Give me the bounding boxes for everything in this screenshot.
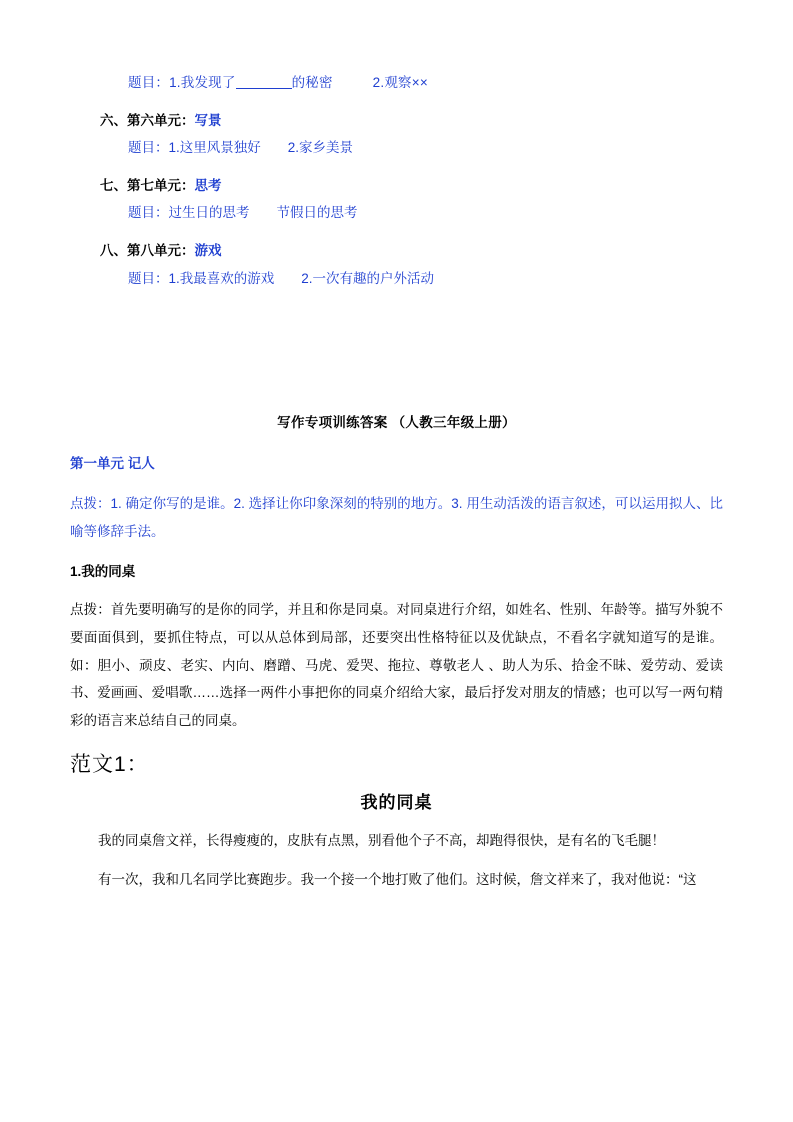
section-tip: 点拨：1. 确定你写的是谁。2. 选择让你印象深刻的特别的地方。3. 用生动活泼的语言叙述，可以运用拟人、比喻等修辞手法。 bbox=[70, 496, 723, 539]
unit-six-topics: 题目：1.这里风景独好 2.家乡美景 bbox=[128, 140, 354, 156]
section-title-unit-one: 第一单元 记人 bbox=[70, 456, 155, 472]
lead-topic-suffix: 的秘密 bbox=[291, 75, 333, 90]
unit-heading-six-prefix: 六、第六单元： bbox=[100, 112, 195, 128]
sample-essay-label: 范文1： bbox=[70, 752, 149, 776]
answers-title: 写作专项训练答案 （人教三年级上册） bbox=[277, 415, 516, 431]
unit-heading-seven-keyword: 思考 bbox=[194, 177, 222, 193]
unit-eight-topics: 题目：1.我最喜欢的游戏 2.一次有趣的户外活动 bbox=[128, 270, 435, 286]
answers-section bbox=[70, 411, 723, 893]
essay-title: 我的同桌 bbox=[360, 793, 433, 813]
essay-paragraph: 我的同桌詹文祥，长得瘦瘦的，皮肤有点黑，别看他个子不高，却跑得很快，是有名的飞毛腿！ bbox=[98, 833, 665, 849]
section-spacer bbox=[70, 293, 723, 411]
unit-heading-eight-prefix: 八、第八单元： bbox=[100, 242, 195, 258]
unit-heading-eight bbox=[100, 240, 723, 262]
top-margin bbox=[70, 0, 723, 72]
unit-heading-seven-prefix: 七、第七单元： bbox=[100, 177, 195, 193]
item-title: 1.我的同桌 bbox=[70, 564, 136, 580]
lead-topic-prefix: 题目：1.我发现了 bbox=[128, 75, 236, 90]
fill-in-blank bbox=[236, 88, 292, 89]
item-tip: 点拨：首先要明确写的是你的同学，并且和你是同桌。对同桌进行介绍，如姓名、性别、年龄等。描写外貌不要面面俱到，要抓住特点，可以从总体到局部，还要突出性格特征以及优缺点，不看名字就知道写的是谁。如：胆小、顽皮、老实、内向、磨蹭、马虎、爱哭、拖拉、尊敬老人 、助人为乐、拾金不昧、爱劳动、爱读书、爱画画、爱唱歌……选择一两件小事把你的同桌介绍给大家，最后抒发对朋友的情感；也可以写一两句精彩的语言来总结自己的同桌。 bbox=[70, 602, 723, 729]
unit-heading-six-keyword: 写景 bbox=[194, 112, 222, 128]
lead-topic-line bbox=[128, 72, 723, 94]
unit-heading-eight-keyword: 游戏 bbox=[194, 242, 222, 258]
unit-heading-seven bbox=[100, 175, 723, 197]
unit-heading-six bbox=[100, 110, 723, 132]
lead-topic-second: 2.观察×× bbox=[372, 75, 428, 90]
unit-outline-section bbox=[70, 72, 723, 289]
essay-paragraph: 有一次，我和几名同学比赛跑步。我一个接一个地打败了他们。这时候，詹文祥来了，我对他说：“这 bbox=[98, 872, 697, 888]
unit-seven-topics: 题目：过生日的思考 节假日的思考 bbox=[128, 205, 358, 221]
